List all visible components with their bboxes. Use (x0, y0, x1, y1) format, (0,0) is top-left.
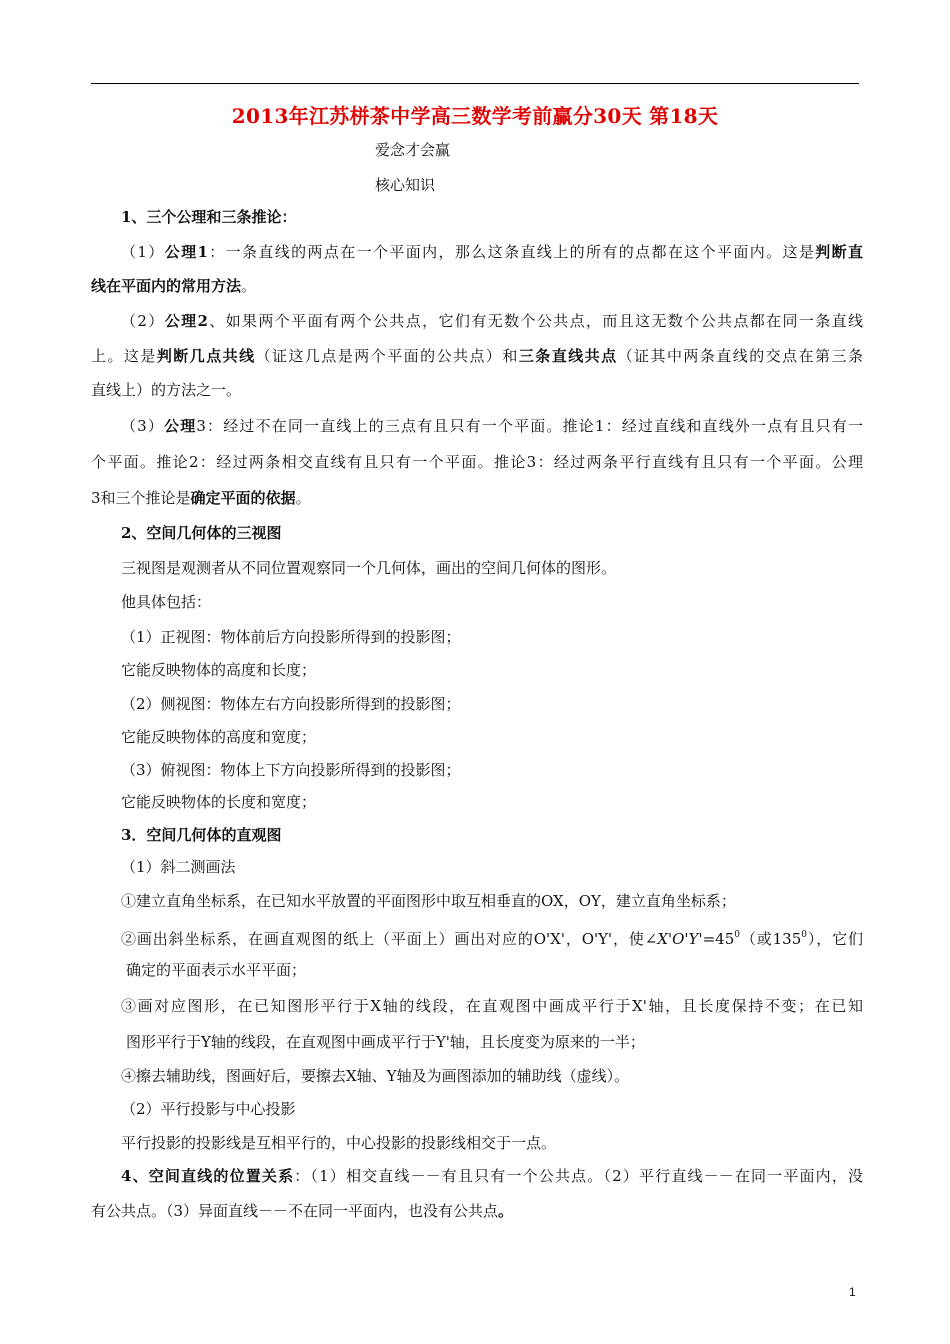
axiom-2-line-3: 直线上）的方法之一。 (91, 381, 242, 399)
axiom-2-line-1: （2）公理2、如果两个平面有两个公共点，它们有无数个公共点，而且这无数个公共点都在同一条直线 (121, 312, 864, 330)
section-3-item-4: ④擦去辅助线，图画好后，要擦去X轴、Y轴及为画图添加的辅助线（虚线）。 (121, 1067, 630, 1085)
axiom-3-line-1: （3）公理3：经过不在同一直线上的三点有且只有一个平面。推论1：经过直线和直线外一点有且只有一 (121, 417, 863, 435)
page-title: 2013年江苏栟茶中学高三数学考前赢分30天 第18天 (231, 104, 719, 128)
page-number: 1 (849, 1285, 856, 1299)
section-4-line-2: 有公共点。（3）异面直线－－不在同一平面内，也没有公共点。 (91, 1202, 514, 1220)
section-label: 核心知识 (375, 176, 436, 194)
page-subtitle: 爱念才会赢 (375, 141, 451, 159)
section-1-heading: 1、三个公理和三条推论： (121, 208, 297, 226)
section-3-sub-2: （2）平行投影与中心投影 (121, 1100, 296, 1118)
axiom-1-line-1: （1）公理1：一条直线的两点在一个平面内，那么这条直线上的所有的点都在这个平面内。这是判断直 (121, 243, 864, 261)
angle-symbol: ∠X'O'Y' (644, 930, 703, 948)
section-2-line: 他具体包括： (121, 593, 212, 611)
section-2-line: （2）侧视图：物体左右方向投影所得到的投影图； (121, 695, 461, 713)
section-3-item-3-cont: 图形平行于Y轴的线段，在直观图中画成平行于Y'轴，且长度变为原来的一半； (126, 1033, 645, 1051)
section-2-line: 它能反映物体的高度和宽度； (121, 728, 317, 746)
section-3-item-2: ②画出斜坐标系，在画直观图的纸上（平面上）画出对应的O'X'，O'Y'，使$\angle X'O'Y'=45^0$（或$135^0$），它们 (121, 930, 863, 948)
section-2-heading: 2、空间几何体的三视图 (121, 524, 282, 542)
section-3-item-2-cont: 确定的平面表示水平平面； (126, 961, 307, 979)
axiom-3-line-2: 个平面。推论2：经过两条相交直线有且只有一个平面。推论3：经过两条平行直线有且只有一个平面。公理 (91, 453, 863, 471)
section-2-line: 三视图是观测者从不同位置观察同一个几何体，画出的空间几何体的图形。 (121, 559, 617, 577)
axiom-3-line-3: 3和三个推论是确定平面的依据。 (91, 489, 311, 507)
section-2-line: 它能反映物体的高度和长度； (121, 661, 317, 679)
section-2-line: （3）俯视图：物体上下方向投影所得到的投影图； (121, 761, 461, 779)
header-rule (91, 83, 859, 84)
section-3-item-1: ①建立直角坐标系，在已知水平放置的平面图形中取互相垂直的OX，OY，建立直角坐标系； (121, 892, 736, 910)
section-3-item-3: ③画对应图形，在已知图形平行于X轴的线段，在直观图中画成平行于X'轴，且长度保持不变；在已知 (121, 997, 863, 1015)
section-3-heading: 3．空间几何体的直观图 (121, 826, 282, 844)
section-4-line-1: 4、空间直线的位置关系：（1）相交直线－－有且只有一个公共点。（2）平行直线－－在同一平面内，没 (121, 1167, 863, 1185)
section-2-line: 它能反映物体的长度和宽度； (121, 793, 317, 811)
section-3-sub-2-text: 平行投影的投影线是互相平行的，中心投影的投影线相交于一点。 (121, 1134, 557, 1152)
axiom-2-line-2: 上。这是判断几点共线（证这几点是两个平面的公共点）和三条直线共点（证其中两条直线的交点在第三条 (91, 347, 863, 365)
section-3-sub-1: （1）斜二测画法 (121, 858, 236, 876)
axiom-1-line-2: 线在平面内的常用方法。 (91, 277, 257, 295)
section-2-line: （1）正视图：物体前后方向投影所得到的投影图； (121, 628, 461, 646)
